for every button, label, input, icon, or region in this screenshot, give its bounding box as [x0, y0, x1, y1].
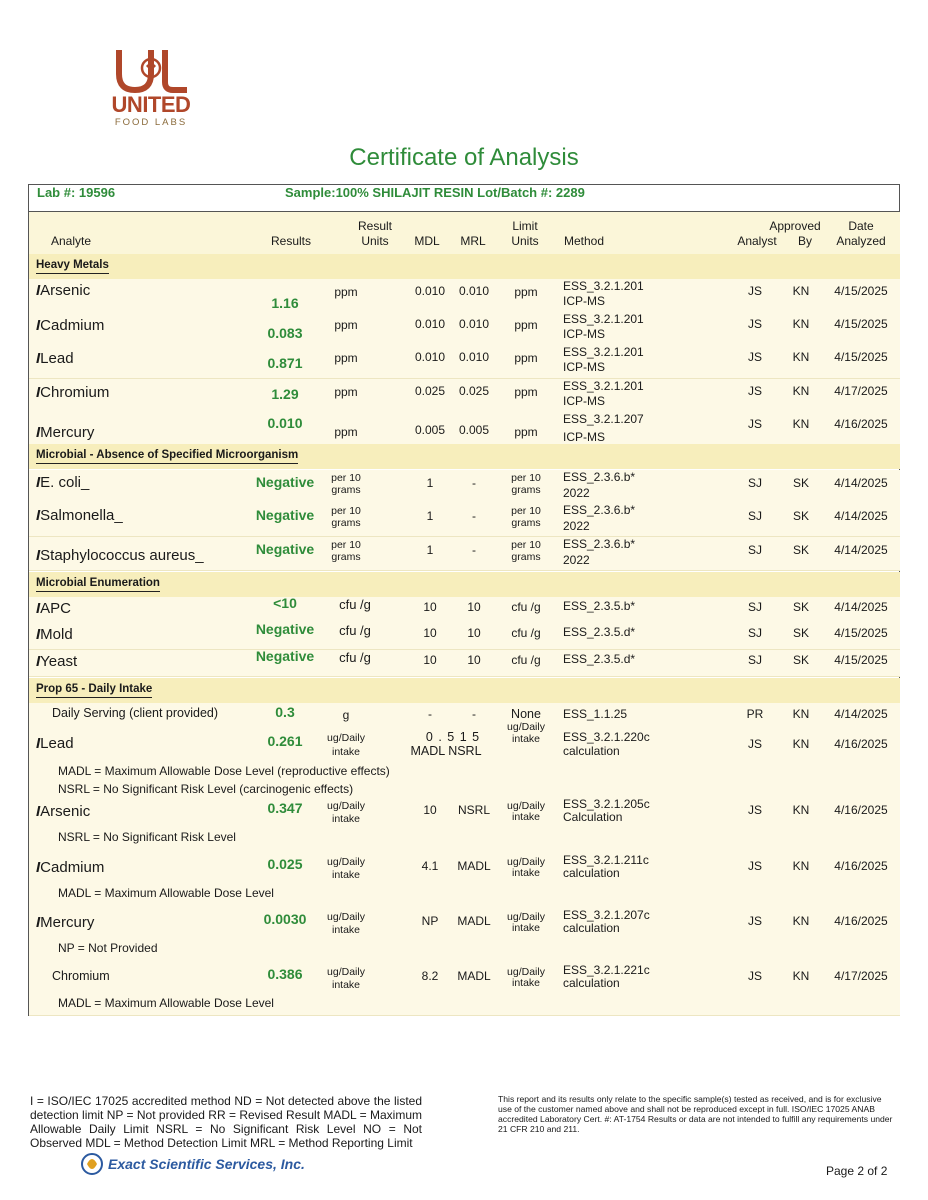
analyte-cell [36, 626, 73, 643]
footnote: MADL = Maximum Allowable Dose Level [58, 886, 274, 900]
limit-units-line2: intake [511, 733, 541, 745]
column-header-row [29, 212, 900, 254]
mrl-value: 0.010 [458, 284, 490, 298]
limit-units: cfu /g [511, 600, 541, 614]
result-units-line2: intake [331, 924, 361, 936]
limit-units: ppm [514, 318, 538, 332]
result-value: 0.025 [267, 856, 303, 872]
limit-units: cfu /g [511, 653, 541, 667]
accreditation-marker: I [36, 803, 41, 820]
section-prop65 [29, 678, 900, 703]
limit-units-line1: ug/Daily [507, 721, 545, 733]
analyte-name: Cadmium [40, 317, 105, 334]
analyte-cell: Chromium [52, 969, 110, 983]
section-microbial-enumeration [29, 572, 900, 597]
col-mrl: MRL [460, 234, 486, 248]
result-units-line1: per 10 [331, 505, 361, 517]
date-analyzed: 4/15/2025 [834, 284, 888, 298]
mdl-value: 0.010 [414, 284, 446, 298]
accreditation-marker: I [36, 474, 41, 491]
accreditation-marker: I [36, 547, 41, 564]
limit-units-line1: ug/Daily [507, 911, 545, 923]
method-line2: ICP-MS [563, 360, 605, 374]
accreditation-marker: I [36, 859, 41, 876]
accreditation-marker: I [36, 735, 41, 752]
analyte-cell [36, 859, 104, 876]
section-title: Microbial Enumeration [36, 576, 160, 592]
method-line1: ESS_3.2.1.201 [563, 312, 644, 326]
approved-by: KN [792, 317, 810, 331]
analyte-name: Staphylococcus aureus_ [40, 547, 204, 564]
mdl-value: 1 [426, 543, 434, 557]
date-analyzed: 4/15/2025 [834, 626, 888, 640]
analyte-name: Lead [40, 350, 74, 367]
analyst: JS [747, 969, 762, 983]
method-line1: ESS_2.3.6.b* [563, 537, 636, 551]
method-line2: ICP-MS [563, 294, 605, 308]
method-line2: calculation [563, 976, 620, 990]
lab-info-bar [29, 184, 900, 212]
approved-by: KN [792, 284, 810, 298]
mdl-value: 0.005 [414, 423, 446, 437]
result-units-line2: grams [331, 517, 361, 529]
date-analyzed: 4/15/2025 [834, 317, 888, 331]
date-analyzed: 4/16/2025 [834, 803, 888, 817]
col-result-units-2: Units [361, 234, 389, 248]
method-line2: ICP-MS [563, 394, 605, 408]
approved-by: KN [792, 914, 810, 928]
mdl-value: 10 [423, 653, 437, 667]
col-analyst: Analyst [737, 234, 777, 248]
result-value: <10 [273, 595, 297, 611]
limit-units-line2: intake [511, 867, 541, 879]
limit-units-line2: intake [511, 811, 541, 823]
method-line1: ESS_3.2.1.201 [563, 345, 644, 359]
result-units-line2: grams [331, 551, 361, 563]
result-value: 0.261 [267, 733, 303, 749]
mdl-value: 10 [423, 626, 437, 640]
approved-by: KN [792, 384, 810, 398]
col-date-1: Date [848, 219, 874, 233]
logo-subtitle: FOOD LABS [114, 117, 188, 128]
limit-units-line1: ug/Daily [507, 800, 545, 812]
result-value: Negative [255, 621, 315, 637]
mdl-value: NP [421, 914, 439, 928]
accreditation-marker: I [36, 653, 41, 670]
result-units-line2: intake [331, 979, 361, 991]
footnote: MADL = Maximum Allowable Dose Level [58, 996, 274, 1010]
limit-units-line1: ug/Daily [507, 856, 545, 868]
result-units: cfu /g [339, 650, 371, 665]
analyst: SJ [747, 476, 762, 490]
accreditation-marker: I [36, 317, 41, 334]
analyst: JS [747, 284, 762, 298]
analyst: JS [747, 317, 762, 331]
mdl-value: 0.025 [414, 384, 446, 398]
analyte-cell [36, 600, 71, 617]
mrl-value: 0.010 [458, 350, 490, 364]
analyte-name: Cadmium [40, 859, 105, 876]
method-line1: ESS_2.3.6.b* [563, 503, 636, 517]
result-units-line1: ug/Daily [327, 856, 365, 868]
accreditation-marker: I [36, 914, 41, 931]
result-value: 0.083 [267, 325, 303, 341]
result-units-line1: per 10 [331, 539, 361, 551]
exact-scientific-logo-icon [80, 1150, 104, 1176]
method-line1: ESS_3.2.1.211c [563, 853, 649, 867]
result-value: 0.347 [267, 800, 303, 816]
method-line2: calculation [563, 921, 620, 935]
analyte-name: APC [40, 600, 72, 617]
analyte-name: Mercury [40, 914, 95, 931]
accreditation-marker: I [36, 282, 41, 299]
section-microbial-absence [29, 444, 900, 469]
accreditation-marker: I [36, 626, 41, 643]
accreditation-marker: I [36, 600, 41, 617]
page-title: Certificate of Analysis [349, 144, 579, 171]
method-line1: ESS_3.2.1.207c [563, 908, 650, 922]
logo-wordmark: UNITED [111, 92, 191, 117]
result-value: Negative [255, 474, 315, 490]
approved-by: KN [792, 803, 810, 817]
date-analyzed: 4/14/2025 [834, 707, 888, 721]
method: ESS_2.3.5.d* [563, 625, 636, 639]
approved-by: KN [792, 350, 810, 364]
approved-by: SK [792, 543, 809, 557]
analyst: SJ [747, 600, 762, 614]
mrl-value: NSRL [457, 803, 490, 817]
analyst: JS [747, 350, 762, 364]
analyst: JS [747, 803, 762, 817]
mdl-value: 1 [426, 476, 434, 490]
accreditation-marker: I [36, 424, 41, 441]
result-units: cfu /g [339, 597, 371, 612]
result-units-line2: grams [331, 484, 361, 496]
approved-by: KN [792, 969, 810, 983]
result-value: 0.3 [275, 704, 295, 720]
limit-units-line1: per 10 [511, 505, 541, 517]
analyte-cell [36, 317, 104, 334]
result-value: 0.010 [267, 415, 303, 431]
limit-units: cfu /g [511, 626, 541, 640]
method-line2: Calculation [563, 810, 623, 824]
col-mdl: MDL [414, 234, 440, 248]
footnote: MADL = Maximum Allowable Dose Level (reproductive effects) [58, 764, 390, 778]
col-limit-units-1: Limit [512, 219, 538, 233]
date-analyzed: 4/14/2025 [834, 543, 888, 557]
method-line1: ESS_3.2.1.221c [563, 963, 650, 977]
mdl-value: 10 [423, 803, 437, 817]
analyte-cell [36, 384, 109, 401]
footnote: NSRL = No Significant Risk Level (carcinogenic effects) [58, 782, 354, 796]
analyst: PR [746, 707, 764, 721]
method-line1: ESS_3.2.1.205c [563, 797, 650, 811]
analyst: SJ [747, 543, 762, 557]
analyst: JS [747, 859, 762, 873]
date-analyzed: 4/14/2025 [834, 476, 888, 490]
analyst: JS [747, 384, 762, 398]
analyte-cell [36, 547, 204, 564]
analyte-name: Mercury [40, 424, 95, 441]
analyte-name: E. coli_ [40, 474, 90, 491]
approved-by: KN [792, 417, 810, 431]
limit-units-line2: grams [511, 551, 541, 563]
analyte-name: Chromium [40, 384, 110, 401]
result-units: ppm [334, 318, 358, 332]
method-line2: 2022 [563, 486, 590, 500]
mdl-value: 0.010 [414, 317, 446, 331]
method-line1: ESS_3.2.1.207 [563, 412, 644, 426]
date-analyzed: 4/16/2025 [834, 737, 888, 751]
analyst: JS [747, 417, 762, 431]
col-result-units-1: Result [357, 219, 392, 233]
mrl-value: 10 [467, 600, 481, 614]
result-value: 0.386 [267, 966, 303, 982]
method-line2: ICP-MS [563, 327, 605, 341]
result-units-line2: intake [331, 869, 361, 881]
result-units: cfu /g [339, 623, 371, 638]
result-units: ppm [334, 351, 358, 365]
result-units-line1: ug/Daily [327, 966, 365, 978]
mrl-value: MADL [457, 969, 491, 983]
result-units: ppm [334, 425, 358, 439]
footnote: NP = Not Provided [58, 941, 158, 955]
method: ESS_2.3.5.b* [563, 599, 636, 613]
united-food-labs-logo-icon [113, 48, 189, 94]
mrl-value: 10 [467, 653, 481, 667]
accreditation-marker: I [36, 507, 41, 524]
analyte-cell [36, 803, 90, 820]
limit-units: ppm [514, 285, 538, 299]
method-line1: ESS_3.2.1.201 [563, 379, 644, 393]
analyte-cell [36, 282, 90, 299]
analyst: SJ [747, 653, 762, 667]
limit-units: ppm [514, 351, 538, 365]
page-number: Page 2 of 2 [826, 1164, 888, 1178]
col-results: Results [270, 234, 311, 248]
analyst: SJ [747, 509, 762, 523]
company-name: Exact Scientific Services, Inc. [108, 1156, 305, 1172]
analyte-cell [36, 735, 74, 752]
approved-by: SK [792, 600, 809, 614]
method: ESS_1.1.25 [563, 707, 628, 721]
method-line1: ESS_2.3.6.b* [563, 470, 636, 484]
disclaimer-text: This report and its results only relate to the specific sample(s) tested as received, and is for exclusive use of the customer named above and shall not be reproduced except in full. ISO/IEC 17025 ANAB accredited Laboratory Cert. #: AT-1754 Results or data are not intended to fulfill any requirements under 21 CFR 210 and 211. [498, 1094, 893, 1134]
result-units-line2: intake [331, 746, 361, 758]
mdl-value: - [428, 707, 432, 721]
result-value: Negative [255, 541, 315, 557]
col-approved-1: Approved [769, 219, 821, 233]
limit-units: None [511, 707, 541, 721]
analyte-name: Yeast [40, 653, 78, 670]
col-approved-2: By [797, 234, 812, 248]
accreditation-marker: I [36, 384, 41, 401]
analyte-name: Arsenic [40, 803, 91, 820]
result-units-line2: intake [331, 813, 361, 825]
result-value: 0.0030 [263, 911, 307, 927]
mdl-mrl-type: MADL NSRL [410, 744, 482, 758]
result-units: g [342, 708, 350, 722]
mrl-value: - [472, 509, 476, 523]
legend-text: I = ISO/IEC 17025 accredited method ND = Not detected above the listed detection limit NP = Not provided RR = Revised Result MADL = Maximum Allowable Daily Limit NSRL = No Significant Risk Level NO = Not Observed MDL = Method Detection Limit MRL = Method Reporting Limit [30, 1094, 422, 1150]
result-value: 1.16 [271, 295, 299, 311]
limit-units-line1: ug/Daily [507, 966, 545, 978]
limit-units-line2: intake [511, 922, 541, 934]
result-value: Negative [255, 507, 315, 523]
approved-by: KN [792, 707, 810, 721]
section-title: Heavy Metals [36, 258, 109, 274]
col-limit-units-2: Units [511, 234, 539, 248]
analyte-name: Salmonella_ [40, 507, 123, 524]
analyst: JS [747, 737, 762, 751]
method-line2: calculation [563, 866, 620, 880]
mrl-value: - [472, 543, 476, 557]
result-units-line1: per 10 [331, 472, 361, 484]
method-line2: 2022 [563, 553, 590, 567]
analyte-cell [36, 507, 123, 524]
method-line1: ESS_3.2.1.201 [563, 279, 644, 293]
mdl-value: 1 [426, 509, 434, 523]
limit-units: ppm [514, 385, 538, 399]
date-analyzed: 4/17/2025 [834, 384, 888, 398]
limit-units-line2: intake [511, 977, 541, 989]
mdl-value: 10 [423, 600, 437, 614]
date-analyzed: 4/14/2025 [834, 600, 888, 614]
date-analyzed: 4/14/2025 [834, 509, 888, 523]
mrl-value: 10 [467, 626, 481, 640]
date-analyzed: 4/15/2025 [834, 653, 888, 667]
mrl-value: 0.010 [458, 317, 490, 331]
mrl-value: - [472, 476, 476, 490]
result-units: ppm [334, 385, 358, 399]
analyst: SJ [747, 626, 762, 640]
approved-by: SK [792, 626, 809, 640]
approved-by: SK [792, 509, 809, 523]
analyte-cell: Daily Serving (client provided) [52, 706, 219, 720]
approved-by: SK [792, 653, 809, 667]
analyte-cell [36, 424, 94, 441]
result-units-line1: ug/Daily [327, 732, 365, 744]
analyte-cell [36, 914, 94, 931]
analyte-cell [36, 350, 74, 367]
mrl-value: MADL [457, 859, 491, 873]
date-analyzed: 4/17/2025 [834, 969, 888, 983]
limit-units-line2: grams [511, 484, 541, 496]
date-analyzed: 4/16/2025 [834, 914, 888, 928]
lab-number: Lab #: 19596 [37, 185, 116, 200]
result-units-line1: ug/Daily [327, 800, 365, 812]
col-method: Method [564, 234, 605, 248]
date-analyzed: 4/15/2025 [834, 350, 888, 364]
result-value: 1.29 [271, 386, 299, 402]
mdl-value: 0.010 [414, 350, 446, 364]
sample-info: Sample:100% SHILAJIT RESIN Lot/Batch #: 2289 [285, 185, 585, 200]
limit-units-line1: per 10 [511, 539, 541, 551]
col-date-2: Analyzed [836, 234, 886, 248]
limit-units-line2: grams [511, 517, 541, 529]
method-line2: calculation [563, 744, 620, 758]
limit-units: ppm [514, 425, 538, 439]
result-value: 0.871 [267, 355, 303, 371]
method-line2: 2022 [563, 519, 590, 533]
mdl-mrl-value: 0 . 5 1 5 [425, 730, 481, 744]
analyst: JS [747, 914, 762, 928]
approved-by: KN [792, 859, 810, 873]
result-value: Negative [255, 648, 315, 664]
mrl-value: - [472, 707, 476, 721]
date-analyzed: 4/16/2025 [834, 859, 888, 873]
method-line2: ICP-MS [563, 430, 605, 444]
date-analyzed: 4/16/2025 [834, 417, 888, 431]
method-line1: ESS_3.2.1.220c [563, 730, 650, 744]
mdl-value: 8.2 [421, 969, 439, 983]
analyte-cell [36, 653, 77, 670]
analyte-name: Mold [40, 626, 73, 643]
section-heavy-metals [29, 254, 900, 279]
mrl-value: 0.005 [458, 423, 490, 437]
mrl-value: MADL [457, 914, 491, 928]
limit-units-line1: per 10 [511, 472, 541, 484]
result-units-line1: ug/Daily [327, 911, 365, 923]
section-title: Prop 65 - Daily Intake [36, 682, 152, 698]
footnote: NSRL = No Significant Risk Level [58, 830, 236, 844]
approved-by: KN [792, 737, 810, 751]
mrl-value: 0.025 [458, 384, 490, 398]
section-title: Microbial - Absence of Specified Microorganism [36, 448, 298, 464]
col-analyte: Analyte [51, 234, 92, 248]
method: ESS_2.3.5.d* [563, 652, 636, 666]
result-units: ppm [334, 285, 358, 299]
analyte-name: Lead [40, 735, 74, 752]
approved-by: SK [792, 476, 809, 490]
analyte-cell [36, 474, 89, 491]
mdl-value: 4.1 [421, 859, 439, 873]
accreditation-marker: I [36, 350, 41, 367]
analyte-name: Arsenic [40, 282, 91, 299]
